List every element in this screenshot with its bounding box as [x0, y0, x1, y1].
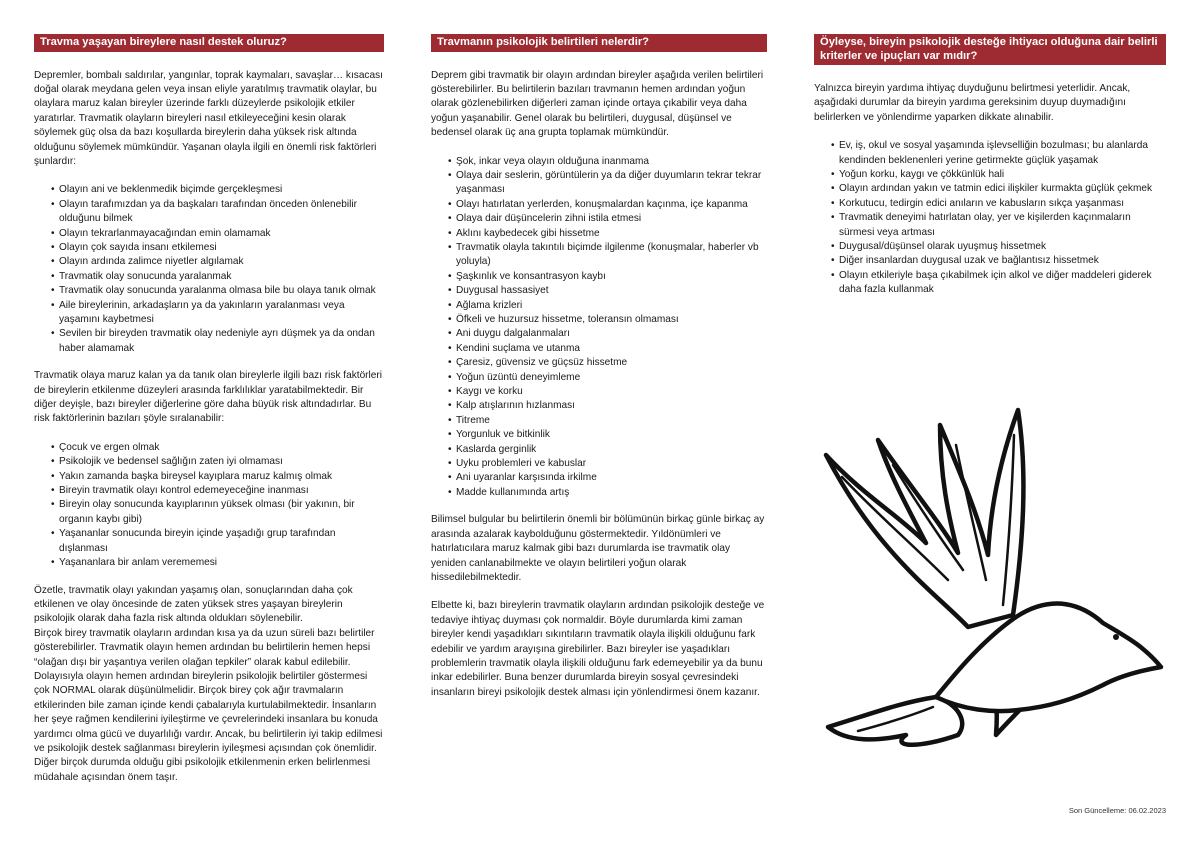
- last-updated: Son Güncelleme: 06.02.2023: [1068, 806, 1166, 815]
- list-item: • Yoğun korku, kaygı ve çökkünlük hali: [827, 168, 1166, 182]
- list-item: • Olaya dair seslerin, görüntülerin ya da diğer duyumların tekrar tekrar yaşanması: [444, 169, 767, 198]
- list-item: • Bireyin olay sonucunda kayıplarının yüksek olması (bir yakının, bir organın kaybı gibi): [47, 498, 384, 527]
- list-item: • Olayın ardından yakın ve tatmin edici ilişkiler kurmakta güçlük çekmek: [827, 182, 1166, 196]
- list-item: • Olayın etkileriyle başa çıkabilmek için alkol ve diğer maddeleri giderek daha fazla kullanmak: [827, 269, 1166, 298]
- list-item: • Duygusal hassasiyet: [444, 284, 767, 298]
- list-item: • Olayın çok sayıda insanı etkilemesi: [47, 241, 384, 255]
- column-symptoms: [431, 34, 767, 714]
- heading-support: Travma yaşayan bireylere nasıl destek oluruz?: [34, 34, 384, 52]
- list-item: • Olayın tekrarlanmayacağından emin olamamak: [47, 227, 384, 241]
- list-item: • Şaşkınlık ve konsantrasyon kaybı: [444, 270, 767, 284]
- list-item: • Aile bireylerinin, arkadaşların ya da yakınların yaralanması veya yaşamını kaybetmesi: [47, 299, 384, 328]
- paragraph-symptoms-intro: Deprem gibi travmatik bir olayın ardından bireyler aşağıda verilen belirtileri gösterebilirler. Bu belirtilerin bazıları travmanın hemen ardından yoğun olarak gözlenebilirken diğerleri zaman içinde ortaya çıkabilir veya daha yoğun yaşanabilir. Genel olarak bu belirtileri, duygusal, düşünsel ve bedensel olarak üç ana grupta toplamak mümkündür.: [431, 69, 764, 139]
- list-item: • Psikolojik ve bedensel sağlığın zaten iyi olmaması: [47, 455, 384, 469]
- list-item: • Diğer insanlardan duygusal uzak ve bağlantısız hissetmek: [827, 254, 1166, 268]
- paragraph-symptoms-normal: Birçok birey travmatik olayların ardından kısa ya da uzun süreli bazı belirtiler gösterebilirler. Travmatik olayın hemen ardından bu belirtilerin hemen hepsi “olağan dışı bir yaşantıya verilen olağan tepkiler” olarak kabul edilebilir. Dolayısıyla olayın hemen ardından bireylerin psikolojik belirtiler göstermesi çok NORMAL olarak düşünülmelidir. Birçok birey çok ağır travmaların etkilerinden bile zaman içinde kendi çabalarıyla kurtulabilmektedir. İnsanların her şeye rağmen kendilerini iyileştirme ve çevrelerindeki insanlara bu konuda yardımcı olma gücü ve duyarlılığı vardır. Ancak, bu belirtilerin iyi takip edilmesi ve psikolojik destek sağlanması bireylerin iyileşmesi açısından çok önemlidir. Diğer birçok durumda olduğu gibi psikolojik etkilenmenin erken belirlenmesi müdahale açısından önem taşır.: [34, 627, 383, 783]
- list-item: • Olayın tarafımızdan ya da başkaları tarafından önceden önlenebilir olduğunu bilmek: [47, 198, 384, 227]
- list-item: • Olayın ani ve beklenmedik biçimde gerçekleşmesi: [47, 183, 384, 197]
- list-item: • Titreme: [444, 414, 767, 428]
- paragraph-individual-risk: Travmatik olaya maruz kalan ya da tanık olan bireylerle ilgili bazı risk faktörleri de bireylerin etkilenme düzeyleri arasında farklılıklar yaratabilmektedir. Bir diğer deyişle, bazı bireyler diğerlerine göre daha büyük risk altındadırlar. Bu risk faktörlerinin bazıları şöyle sıralanabilir:: [34, 370, 382, 425]
- paragraph-criteria-intro: Yalnızca bireyin yardıma ihtiyaç duyduğunu belirtmesi yeterlidir. Ancak, aşağıdaki durumlar da bireyin yardıma gereksinim duyup duymadığını belirlerken ve yönlendirme yaparken dikkate alınabilir.: [814, 83, 1131, 123]
- list-item: • Öfkeli ve huzursuz hissetme, toleransın olmaması: [444, 313, 767, 327]
- list-item: • Bireyin travmatik olayı kontrol edemeyeceğine inanması: [47, 484, 384, 498]
- column-support: [34, 34, 384, 799]
- list-item: • Ani uyaranlar karşısında irkilme: [444, 471, 767, 485]
- list-item: • Kaslarda gerginlik: [444, 443, 767, 457]
- list-item: • Yakın zamanda başka bireysel kayıplara maruz kalmış olmak: [47, 470, 384, 484]
- list-item: • Ev, iş, okul ve sosyal yaşamında işlevselliğin bozulması; bu alanlarda kendinden beklenenleri yerine getirmekte güçlük yaşamak: [827, 139, 1166, 168]
- list-item: • Yaşananlar sonucunda bireyin içinde yaşadığı grup tarafından dışlanması: [47, 527, 384, 556]
- heading-symptoms: Travmanın psikolojik belirtileri nelerdir?: [431, 34, 767, 52]
- list-item: • Ağlama krizleri: [444, 299, 767, 313]
- list-item: • Travmatik deneyimi hatırlatan olay, yer ve kişilerden kaçınmaların sürmesi veya artması: [827, 211, 1166, 240]
- list-item: • Aklını kaybedecek gibi hissetme: [444, 227, 767, 241]
- paragraph-intro: Depremler, bombalı saldırılar, yangınlar, toprak kaymaları, savaşlar… kısacası doğal olarak meydana gelen veya insan eliyle yaratılmış travmatik olaylar, bu olaylara maruz kalan bireyler üzerinde farklı düzeylerde psikolojik etkiler yaratırlar. Travmatik olayların bireyleri nasıl etkileyeceğini kesin olarak söylemek güç olsa da bazı koşullarda bireylerin daha yüksek risk altında olduğunu söylemek mümkündür. Yaşanan olayla ilgili en önemli risk faktörleri şunlardır:: [34, 69, 383, 167]
- event-risk-list: [34, 183, 384, 356]
- list-item: • Travmatik olayla takıntılı biçimde ilgilenme (konuşmalar, haberler vb yoluyla): [444, 241, 767, 270]
- list-item: • Yorgunluk ve bitkinlik: [444, 428, 767, 442]
- list-item: • Korkutucu, tedirgin edici anıların ve kabusların sıkça yaşanması: [827, 197, 1166, 211]
- list-item: • Ani duygu dalgalanmaları: [444, 327, 767, 341]
- dove-illustration: [818, 405, 1166, 750]
- list-item: • Olayın ardında zalimce niyetler algılamak: [47, 255, 384, 269]
- list-item: • Kalp atışlarının hızlanması: [444, 399, 767, 413]
- list-item: • Yaşananlara bir anlam verememesi: [47, 556, 384, 570]
- list-item: • Kaygı ve korku: [444, 385, 767, 399]
- criteria-list: [814, 139, 1166, 297]
- list-item: • Olaya dair düşüncelerin zihni istila etmesi: [444, 212, 767, 226]
- individual-risk-list: [34, 441, 384, 571]
- list-item: • Kendini suçlama ve utanma: [444, 342, 767, 356]
- list-item: • Madde kullanımında artış: [444, 486, 767, 500]
- heading-criteria: Öyleyse, bireyin psikolojik desteğe ihtiyacı olduğuna dair belirli kriterler ve ipuçları var mıdır?: [814, 34, 1166, 65]
- list-item: • Şok, inkar veya olayın olduğuna inanmama: [444, 155, 767, 169]
- list-item: • Çaresiz, güvensiz ve güçsüz hissetme: [444, 356, 767, 370]
- dove-eye: [1113, 634, 1119, 640]
- paragraph-scientific: Bilimsel bulgular bu belirtilerin önemli bir bölümünün birkaç günle birkaç ay arasında azalarak kaybolduğunu göstermektedir. Yıldönümleri ve hatırlatıcılara maruz kalmak gibi bazı durumlarda ise travmatik olay yeniden canlanabilmekte ve olayın belirtileri yoğun olarak hissedilebilmektedir.: [431, 514, 765, 583]
- list-item: • Yoğun üzüntü deneyimleme: [444, 371, 767, 385]
- paragraph-support-need: Elbette ki, bazı bireylerin travmatik olayların ardından psikolojik desteğe ve tedaviye ihtiyaç duyması çok normaldir. Böyle durumlarda kimi zaman bireyler kendi yaşadıkları sıkıntıların travmatik olayla ilişkili olduğunu fark edebilir ve yardım arayışına girebilirler. Bazı bireyler ise yaşadıkları problemlerin travmatik olayla ilişkili olduğunu fark edemeyebilir ya da bunu inkar edebilirler. Buna benzer durumlarda bireyin sosyal çevresindeki insanların bireyi psikolojik destek alması için yönlendirmesi önem kazanır.: [431, 600, 765, 698]
- list-item: • Travmatik olay sonucunda yaralanma olmasa bile bu olaya tanık olmak: [47, 284, 384, 298]
- list-item: • Travmatik olay sonucunda yaralanmak: [47, 270, 384, 284]
- dove-upper-wing: [826, 410, 1023, 627]
- list-item: • Uyku problemleri ve kabuslar: [444, 457, 767, 471]
- list-item: • Olayı hatırlatan yerlerden, konuşmalardan kaçınma, içe kapanma: [444, 198, 767, 212]
- list-item: • Sevilen bir bireyden travmatik olay nedeniyle ayrı düşmek ya da ondan haber alamamak: [47, 327, 384, 356]
- list-item: • Çocuk ve ergen olmak: [47, 441, 384, 455]
- symptom-list: [431, 155, 767, 501]
- list-item: • Duygusal/düşünsel olarak uyuşmuş hissetmek: [827, 240, 1166, 254]
- column-criteria: [814, 34, 1166, 311]
- paragraph-summary: Özetle, travmatik olayı yakından yaşamış olan, sonuçlarından daha çok etkilenen ve olay öncesinde de zaten yüksek stres yaşayan bireylerin psikolojik olarak daha fazla risk altında oldukları söylenebilir.: [34, 584, 353, 625]
